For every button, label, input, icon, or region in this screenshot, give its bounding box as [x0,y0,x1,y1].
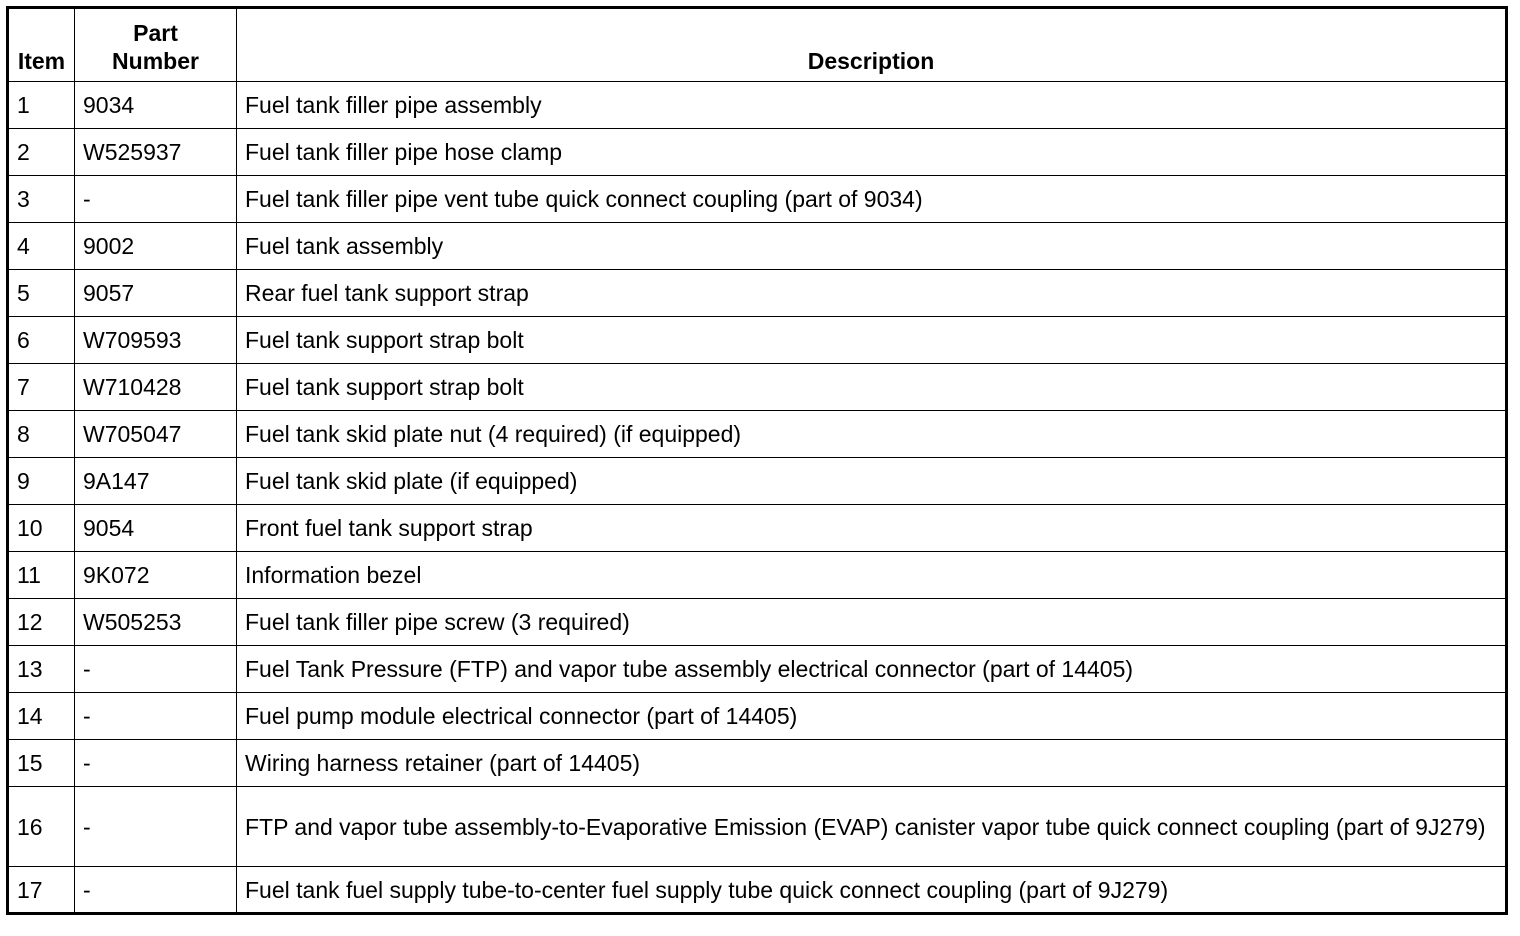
part-number-cell: - [75,176,237,223]
item-cell: 4 [8,223,75,270]
item-cell: 7 [8,364,75,411]
table-row [8,458,1507,505]
description-cell: Fuel pump module electrical connector (part of 14405) [237,693,1507,740]
item-cell: 11 [8,552,75,599]
description-cell: Fuel tank filler pipe hose clamp [237,129,1507,176]
description-cell: Wiring harness retainer (part of 14405) [237,740,1507,787]
item-cell: 10 [8,505,75,552]
header-part-number [75,8,237,82]
table-row [8,552,1507,599]
part-number-cell: - [75,646,237,693]
part-number-cell: - [75,867,237,914]
description-cell: Fuel tank fuel supply tube-to-center fuel supply tube quick connect coupling (part of 9J279) [237,867,1507,914]
table-row [8,867,1507,914]
item-cell: 3 [8,176,75,223]
part-number-cell: - [75,740,237,787]
item-cell: 2 [8,129,75,176]
item-cell: 5 [8,270,75,317]
item-cell: 9 [8,458,75,505]
item-cell: 13 [8,646,75,693]
part-number-cell: 9054 [75,505,237,552]
header-part-number-line1: Part [133,20,178,46]
part-number-cell: 9A147 [75,458,237,505]
description-cell: Fuel tank filler pipe screw (3 required) [237,599,1507,646]
header-row [8,8,1507,82]
item-cell: 8 [8,411,75,458]
description-cell: Fuel tank filler pipe vent tube quick connect coupling (part of 9034) [237,176,1507,223]
part-number-cell: 9K072 [75,552,237,599]
header-item: Item [8,8,75,82]
part-number-cell: 9057 [75,270,237,317]
table-row [8,599,1507,646]
table-row [8,505,1507,552]
table-row [8,223,1507,270]
description-cell: FTP and vapor tube assembly-to-Evaporative Emission (EVAP) canister vapor tube quick connect coupling (part of 9J279) [237,787,1507,867]
item-cell: 15 [8,740,75,787]
table-row [8,693,1507,740]
description-cell: Fuel Tank Pressure (FTP) and vapor tube assembly electrical connector (part of 14405) [237,646,1507,693]
description-cell: Fuel tank skid plate (if equipped) [237,458,1507,505]
item-cell: 1 [8,82,75,129]
table-row [8,270,1507,317]
part-number-cell: W525937 [75,129,237,176]
item-cell: 12 [8,599,75,646]
part-number-cell: - [75,787,237,867]
description-cell: Fuel tank assembly [237,223,1507,270]
parts-table [6,6,1508,915]
table-row [8,364,1507,411]
table-row [8,317,1507,364]
table-row [8,787,1507,867]
table-row [8,129,1507,176]
table-row [8,82,1507,129]
item-cell: 6 [8,317,75,364]
header-part-number-line2: Number [112,48,199,74]
table-row [8,176,1507,223]
header-description: Description [237,8,1507,82]
item-cell: 17 [8,867,75,914]
part-number-cell: W710428 [75,364,237,411]
part-number-cell: W709593 [75,317,237,364]
part-number-cell: 9002 [75,223,237,270]
part-number-cell: 9034 [75,82,237,129]
part-number-cell: - [75,693,237,740]
table-row [8,411,1507,458]
description-cell: Fuel tank support strap bolt [237,317,1507,364]
table-row [8,646,1507,693]
description-cell: Front fuel tank support strap [237,505,1507,552]
item-cell: 16 [8,787,75,867]
part-number-cell: W705047 [75,411,237,458]
description-cell: Fuel tank skid plate nut (4 required) (if equipped) [237,411,1507,458]
description-cell: Fuel tank filler pipe assembly [237,82,1507,129]
parts-body [8,82,1507,914]
description-cell: Rear fuel tank support strap [237,270,1507,317]
part-number-cell: W505253 [75,599,237,646]
description-cell: Information bezel [237,552,1507,599]
item-cell: 14 [8,693,75,740]
description-cell: Fuel tank support strap bolt [237,364,1507,411]
table-row [8,740,1507,787]
